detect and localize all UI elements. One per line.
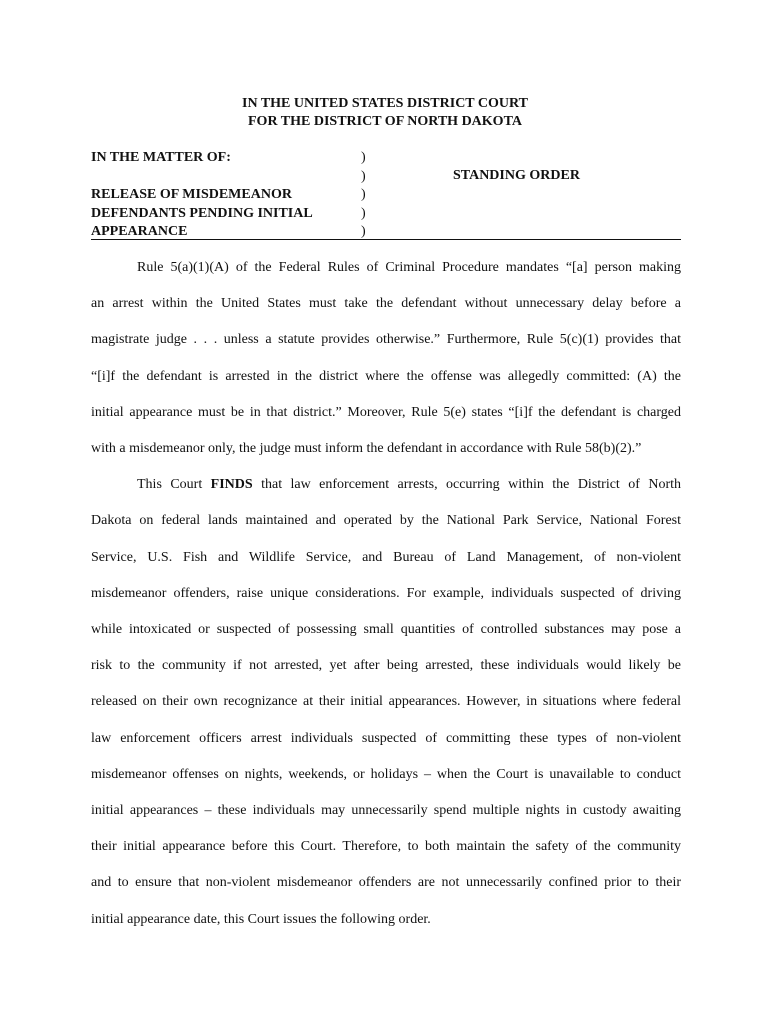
findings-suffix: that law enforcement arrests, occurring within the District of North (252, 477, 681, 493)
caption-divider (91, 239, 681, 240)
case-caption (91, 149, 681, 241)
paragraph-rule-5 (91, 250, 681, 467)
paren: ) (361, 224, 366, 239)
text-line: misdemeanor offenders, raise unique considerations. For example, individuals suspected of driving (91, 585, 681, 601)
text-line: “[i]f the defendant is arrested in the district where the offense was allegedly committed: (A) the (91, 368, 681, 384)
finds-keyword: FINDS (210, 477, 253, 493)
text-line: Dakota on federal lands maintained and operated by the National Park Service, National Forest (91, 513, 681, 529)
matter-subject-line-3: APPEARANCE (91, 224, 188, 239)
text-line: initial appearance must be in that district.” Moreover, Rule 5(e) states “[i]f the defendant is charged (91, 404, 681, 420)
text-line: while intoxicated or suspected of possessing small quantities of controlled substances may pose a (91, 622, 681, 638)
court-heading (0, 95, 770, 131)
matter-subject-line-1: RELEASE OF MISDEMEANOR (91, 187, 292, 202)
text-line: released on their own recognizance at their initial appearances. However, in situations where federal (91, 694, 681, 710)
paren: ) (361, 168, 366, 184)
court-heading-line-2: FOR THE DISTRICT OF NORTH DAKOTA (248, 114, 522, 129)
text-line: Service, U.S. Fish and Wildlife Service, and Bureau of Land Management, of non-violent (91, 549, 681, 565)
caption-paren-column (361, 149, 373, 242)
text-line: and to ensure that non-violent misdemeanor offenders are not unnecessarily confined prior to their (91, 875, 681, 891)
text-line: risk to the community if not arrested, yet after being arrested, these individuals would likely be (91, 658, 681, 674)
text-line: Rule 5(a)(1)(A) of the Federal Rules of Criminal Procedure mandates “[a] person making (137, 260, 681, 275)
text-line: initial appearance date, this Court issues the following order. (91, 911, 431, 927)
text-line: initial appearances – these individuals may unnecessarily spend multiple nights in custody awaiting (91, 803, 681, 819)
text-line: magistrate judge . . . unless a statute provides otherwise.” Furthermore, Rule 5(c)(1) provides that (91, 332, 681, 348)
text-line: law enforcement officers arrest individuals suspected of committing these types of non-violent (91, 730, 681, 746)
text-line (91, 467, 681, 503)
court-heading-line-1: IN THE UNITED STATES DISTRICT COURT (242, 96, 528, 111)
paren: ) (361, 187, 366, 202)
findings-prefix: This Court (137, 477, 211, 493)
paren: ) (361, 150, 366, 165)
caption-matter-block (91, 149, 361, 242)
text-line: their initial appearance before this Court. Therefore, to both maintain the safety of the community (91, 839, 681, 855)
text-line: with a misdemeanor only, the judge must inform the defendant in accordance with Rule 58(b)(2).” (91, 441, 642, 457)
order-title: STANDING ORDER (453, 168, 580, 183)
matter-subject-line-2: DEFENDANTS PENDING INITIAL (91, 205, 313, 221)
text-line: misdemeanor offenses on nights, weekends, or holidays – when the Court is unavailable to conduct (91, 766, 681, 782)
paragraph-findings (91, 467, 681, 938)
matter-label: IN THE MATTER OF: (91, 150, 231, 165)
order-body (91, 250, 681, 938)
paren: ) (361, 205, 366, 221)
text-line: an arrest within the United States must take the defendant without unnecessary delay before a (91, 296, 681, 312)
